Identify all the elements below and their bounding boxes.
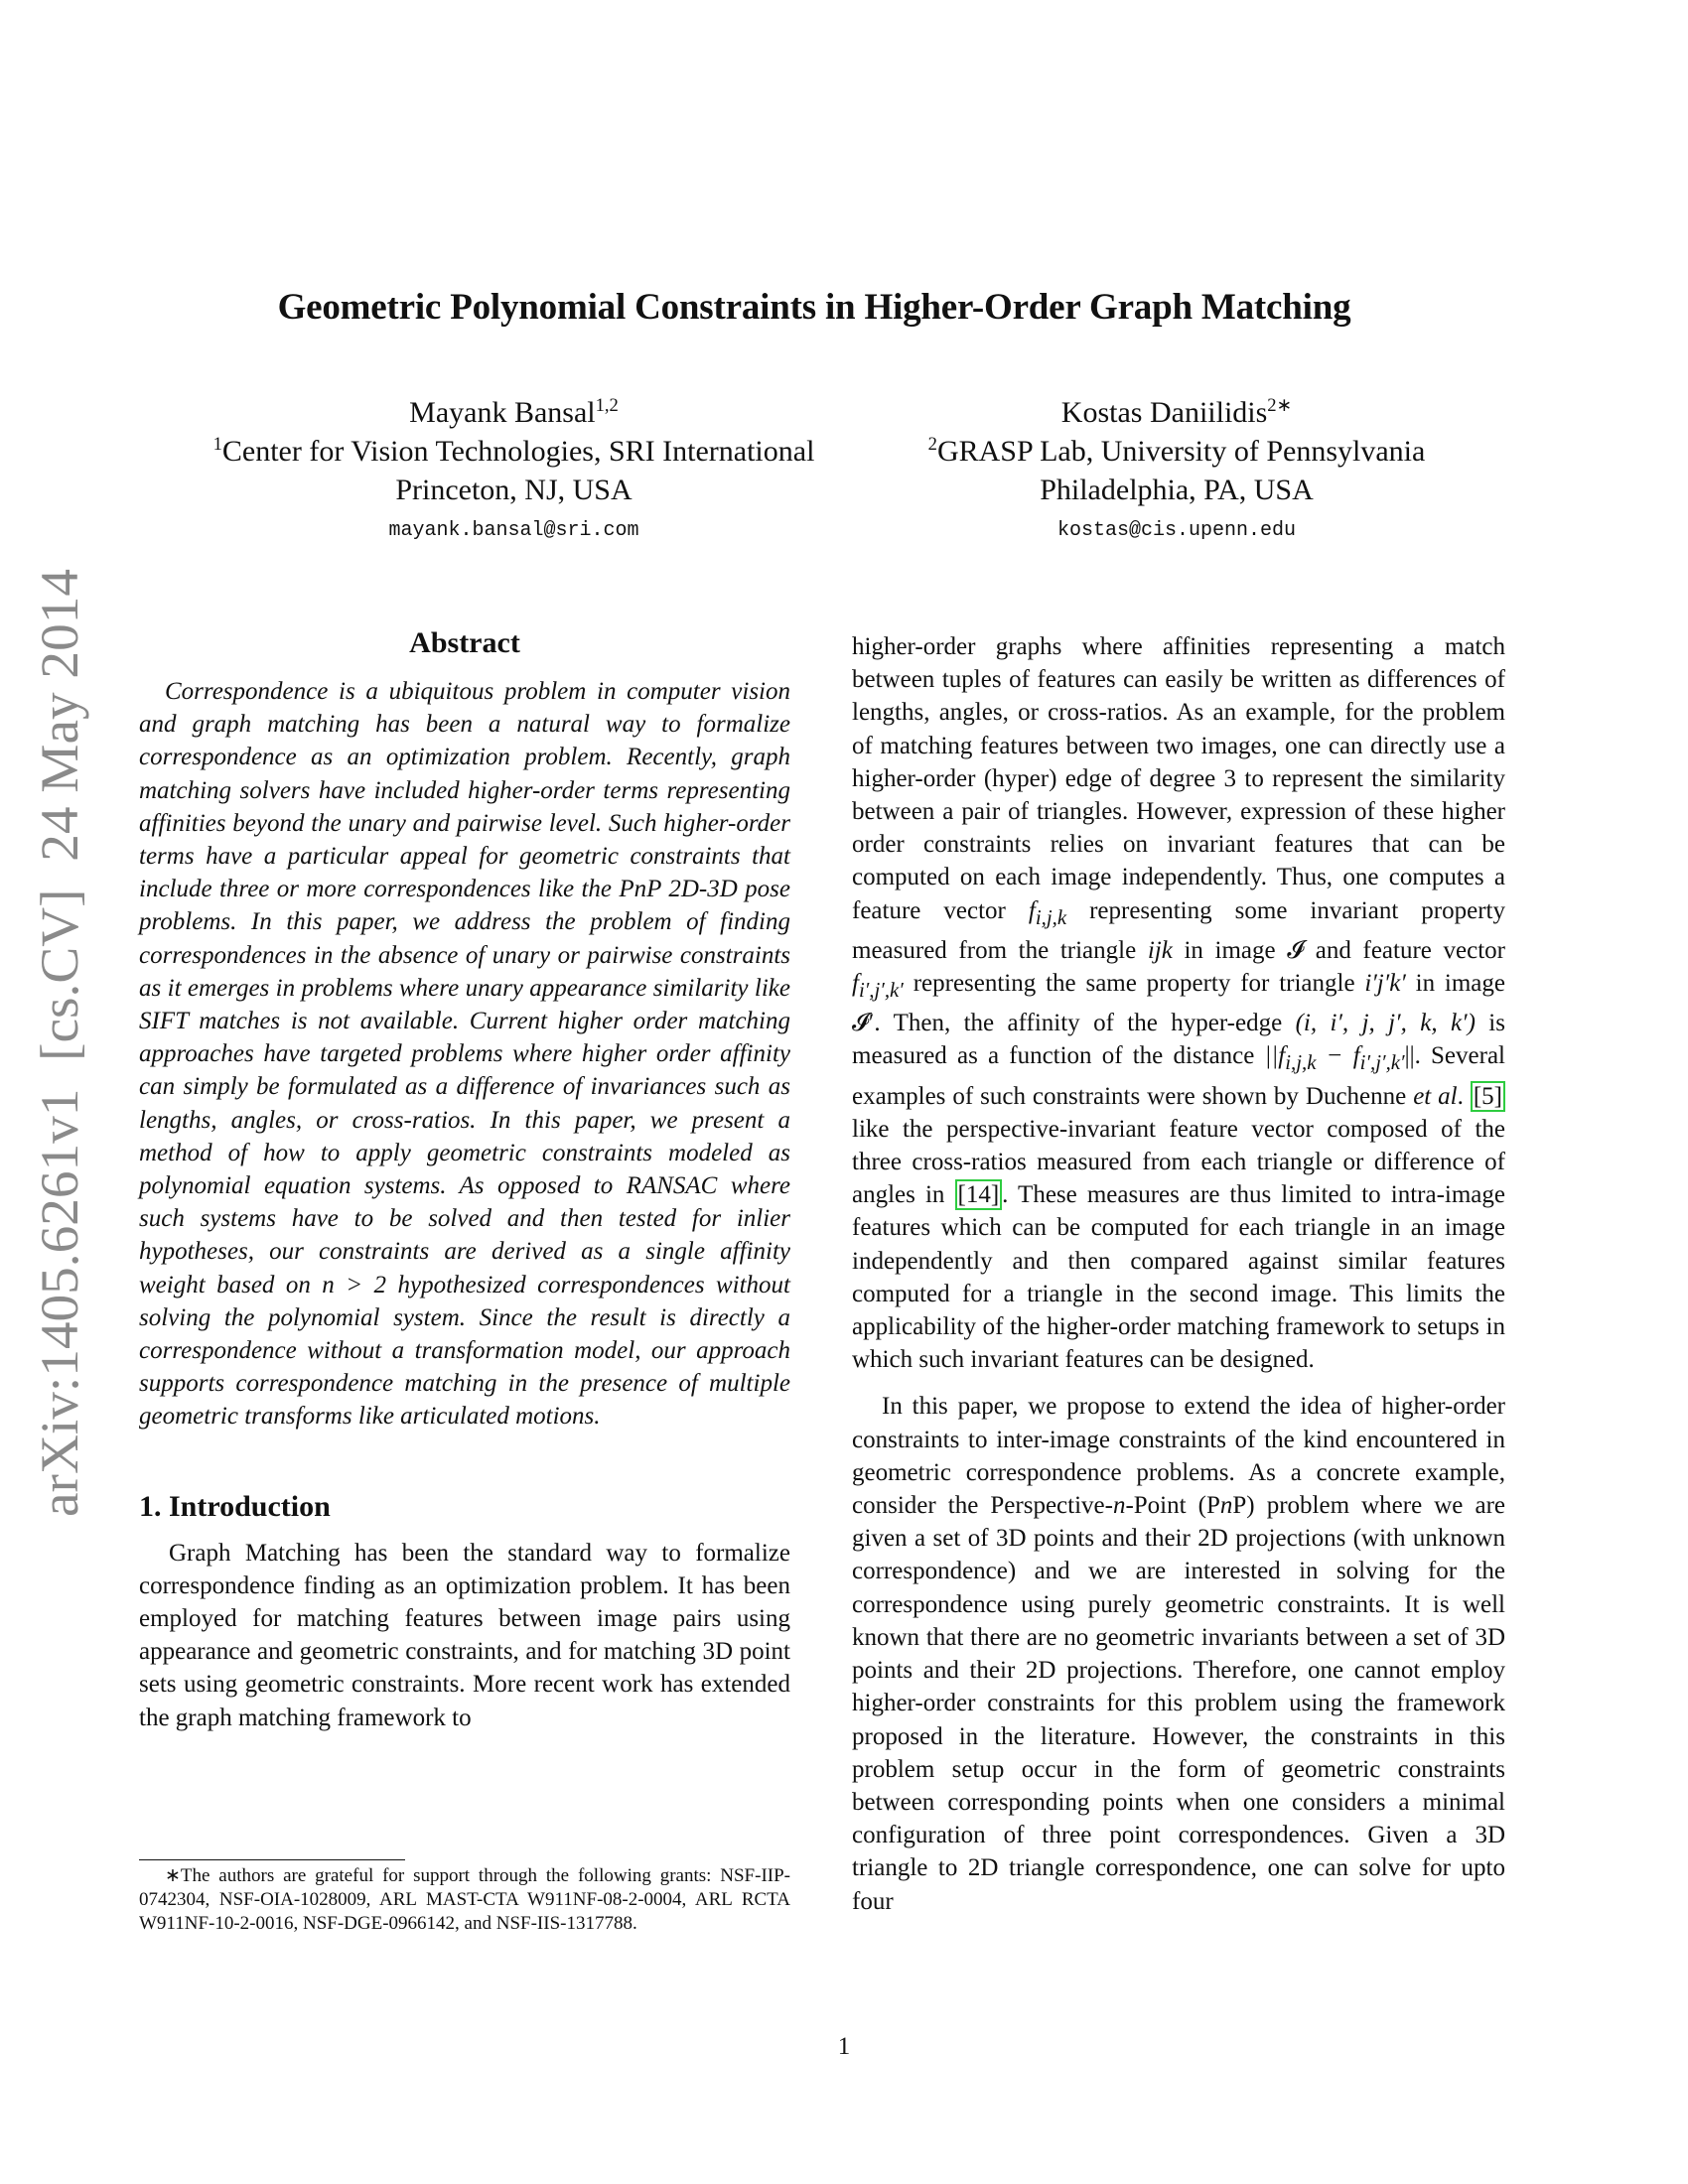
intro-paragraph-2: In this paper, we propose to extend the idea of higher-order constraints to inter-image constraints of the kind encountered in geometric correspondence problems. As a concrete example, consider the Perspective-n-Point (PnP) problem where we are given a set of 3D points and their 2D projections (with unknown correspondence) and we are interested in solving for the correspondence using purely geometric constraints. It is well known that there are no geometric invariants between a set of 3D points and their 2D projections. Therefore, one cannot employ higher-order constraints for this problem using the framework proposed in the literature. However, the constraints in this problem setup occur in the form of geometric constraints between corresponding points when one considers a minimal configuration of three point correspondences. Given a 3D triangle to 2D triangle correspondence, one can solve for upto four <box>852 1393 1505 1915</box>
footnote-rule <box>139 1859 405 1860</box>
author-location: Philadelphia, PA, USA <box>1040 474 1314 506</box>
citation-link[interactable]: [14] <box>955 1179 1003 1210</box>
arxiv-stamp-text: arXiv:1405.6261v1 [cs.CV] 24 May 2014 <box>30 591 89 1517</box>
author-affiliation: $^2$GRASP Lab, University of Pennsylvania <box>927 434 1426 468</box>
author-location: Princeton, NJ, USA <box>395 474 633 506</box>
left-column <box>139 625 790 1734</box>
author-email[interactable]: kostas@cis.upenn.edu <box>1056 519 1297 542</box>
citation-link[interactable]: [5] <box>1471 1081 1505 1112</box>
author-block-1 <box>149 393 879 543</box>
abstract-text: Correspondence is a ubiquitous problem in computer vision and graph matching has been a natural way to formalize correspondence as an optimization problem. Recently, graph matching solvers have included higher-order terms representing affinities beyond the unary and pairwise level. Such higher-order terms have a particular appeal for geometric constraints that include three or more correspondences like the PnP 2D-3D pose problems. In this paper, we address the problem of finding correspondences in the absence of unary or pairwise constraints as it emerges in problems where unary appearance similarity like SIFT matches is not available. Current higher order matching approaches have targeted problems where higher order affinity can simply be formulated as a difference of invariances such as lengths, angles, or cross-ratios. In this paper, we present a method of how to apply geometric constraints modeled as polynomial equation systems. As opposed to RANSAC where such systems have to be solved and then tested for inlier hypotheses, our constraints are derived as a single affinity weight based on n > 2 hypothesized correspondences without solving the polynomial system. Since the result is directly a correspondence without a transformation model, our approach supports correspondence matching in the presence of multiple geometric transforms like articulated motions. <box>139 678 790 1431</box>
author-name: Mayank Bansal$^{1,2}$ <box>409 395 619 429</box>
footnote: ∗The authors are grateful for support through the following grants: NSF-IIP-0742304, NSF-OIA-1028009, ARL MAST-CTA W911NF-08-2-0004, ARL RCTA W911NF-10-2-0016, NSF-DGE-0966142, and NSF-IIS-1317788. <box>139 1865 790 1934</box>
abstract-heading: Abstract <box>409 626 520 659</box>
author-affiliation: $^1$Center for Vision Technologies, SRI International <box>212 434 815 468</box>
intro-paragraph-1: Graph Matching has been the standard way to formalize correspondence finding as an optimization problem. It has been employed for matching features between image pairs using appearance and geometric constraints, and for matching 3D point sets using geometric constraints. More recent work has extended the graph matching framework to <box>139 1539 790 1731</box>
page-number: 1 <box>837 2033 851 2060</box>
intro-paragraph-1-continued: higher-order graphs where affinities representing a match between tuples of features can easily be written as differences of lengths, angles, or cross-ratios. As an example, for the problem of matching features between two images, one can directly use a higher-order (hyper) edge of degree 3 to represent the similarity between a pair of triangles. However, expression of these higher order constraints relies on invariant features that can be computed on each image independently. Thus, one computes a feature vector $f_{i,j,k}$ representing some invariant property measured from the triangle ijk in image 𝓘 and feature vector $f_{i',j',k'}$ representing the same property for triangle i′j′k′ in image 𝓘′. Then, the affinity of the hyper-edge (i, i′, j, j′, k, k′) is measured as a function of the distance $||f_{i,j,k} - f_{i',j',k'}||$. Several examples of such constraints were shown by Duchenne et al. [5] like the perspective-invariant feature vector composed of the three cross-ratios measured from each triangle or difference of angles in [14] . These measures are thus limited to intra-image features which can be computed for each triangle in an image independently and then compared against similar features computed for a triangle in the second image. This limits the applicability of the higher-order matching framework to setups in which such invariant features can be designed. <box>852 633 1506 1374</box>
author-name: Kostas Daniilidis$^{2∗}$ <box>1060 395 1293 429</box>
section-heading-introduction: 1. Introduction <box>139 1489 331 1523</box>
arxiv-identifier-stamp <box>18 564 97 1517</box>
author-email[interactable]: mayank.bansal@sri.com <box>388 519 639 542</box>
paper-title: Geometric Polynomial Constraints in Higher-Order Graph Matching <box>277 287 1351 328</box>
author-block-2 <box>879 393 1475 543</box>
right-column <box>852 630 1505 1918</box>
